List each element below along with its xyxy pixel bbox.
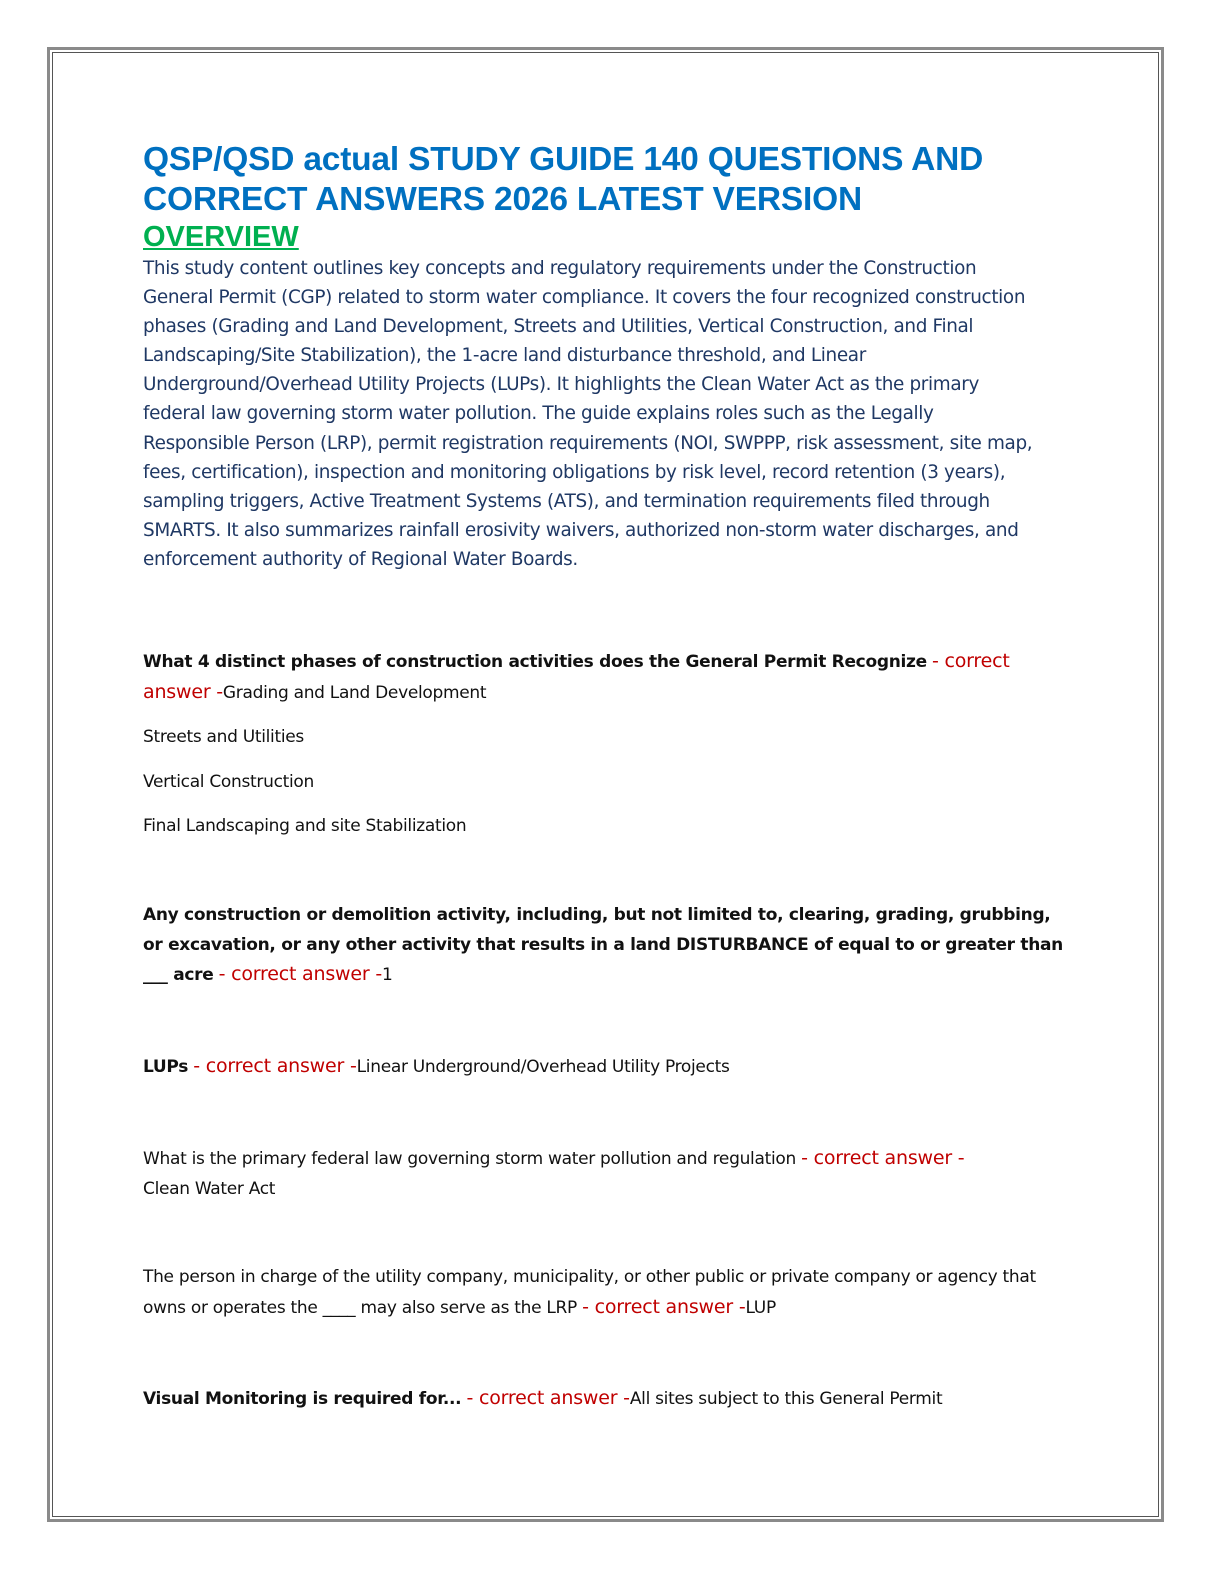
qa-item-1 — [143, 647, 1073, 842]
question-1: What 4 distinct phases of construction activities does the General Permit Recognize — [143, 652, 927, 672]
answer-6: All sites subject to this General Permit — [629, 1389, 943, 1409]
qa-1-text — [143, 647, 1073, 708]
question-3: LUPs — [143, 1057, 189, 1077]
qa-3-text — [143, 1052, 1073, 1083]
qa-item-2 — [143, 901, 1073, 991]
answer-2: 1 — [381, 965, 393, 985]
question-6: Visual Monitoring is required for... — [143, 1389, 462, 1409]
question-2: Any construction or demolition activity, including, but not limited to, clearing, grading, grubbing, or excavation, or any other activity that results in a land DISTURBANCE of equal to or greater than ___ acre — [143, 905, 1063, 985]
answer-1-line-2: Streets and Utilities — [143, 727, 304, 747]
qa-5-text — [143, 1263, 1073, 1323]
answer-4: Clean Water Act — [143, 1178, 276, 1199]
answer-marker-3: - correct answer - — [193, 1055, 357, 1077]
question-5: The person in charge of the utility company, municipality, or other public or private company or agency that owns or operates the ____ may also serve as the LRP — [143, 1267, 1036, 1318]
answer-marker-1: - correct answer - — [143, 650, 1010, 703]
answer-5: LUP — [745, 1297, 776, 1318]
answer-1-line-1: Grading and Land Development — [222, 682, 487, 703]
qa-6-text — [143, 1384, 1073, 1415]
answer-marker-6: - correct answer - — [466, 1387, 630, 1409]
document-body — [143, 140, 1073, 574]
answer-1-line-4: Final Landscaping and site Stabilization — [143, 816, 467, 836]
answer-marker-2: - correct answer - — [218, 963, 382, 985]
qa-item-6 — [143, 1384, 1073, 1415]
document-title: QSP/QSD actual STUDY GUIDE 140 QUESTIONS AND CORRECT ANSWERS 2026 LATEST VERSION — [143, 141, 984, 218]
question-4: What is the primary federal law governing storm water pollution and regulation — [143, 1149, 796, 1169]
answer-marker-5: - correct answer - — [582, 1295, 746, 1318]
overview-heading: OVERVIEW — [143, 221, 299, 253]
qa-item-3 — [143, 1052, 1073, 1083]
answer-marker-4: - correct answer - — [801, 1147, 965, 1169]
qa-item-5 — [143, 1263, 1073, 1323]
answer-3: Linear Underground/Overhead Utility Projects — [356, 1057, 730, 1077]
qa-item-4 — [143, 1144, 1073, 1204]
overview-summary: This study content outlines key concepts and regulatory requirements under the Construction General Permit (CGP) related to storm water compliance. It covers the four recognized construction phases (Grading and Land Development, Streets and Utilities, Vertical Construction, and Final Landscaping/Site Stabilization), the 1-acre land disturbance threshold, and Linear Underground/Overhead Utility Projects (LUPs). It highlights the Clean Water Act as the primary federal law governing storm water pollution. The guide explains roles such as the Legally Responsible Person (LRP), permit registration requirements (NOI, SWPPP, risk assessment, site map, fees, certification), inspection and monitoring obligations by risk level, record retention (3 years), sampling triggers, Active Treatment Systems (ATS), and termination requirements filed through SMARTS. It also summarizes rainfall erosivity waivers, authorized non-storm water discharges, and enforcement authority of Regional Water Boards. — [143, 258, 1033, 570]
qa-2-text — [143, 901, 1073, 991]
qa-4-text — [143, 1144, 1073, 1204]
answer-1-line-3: Vertical Construction — [143, 771, 314, 792]
